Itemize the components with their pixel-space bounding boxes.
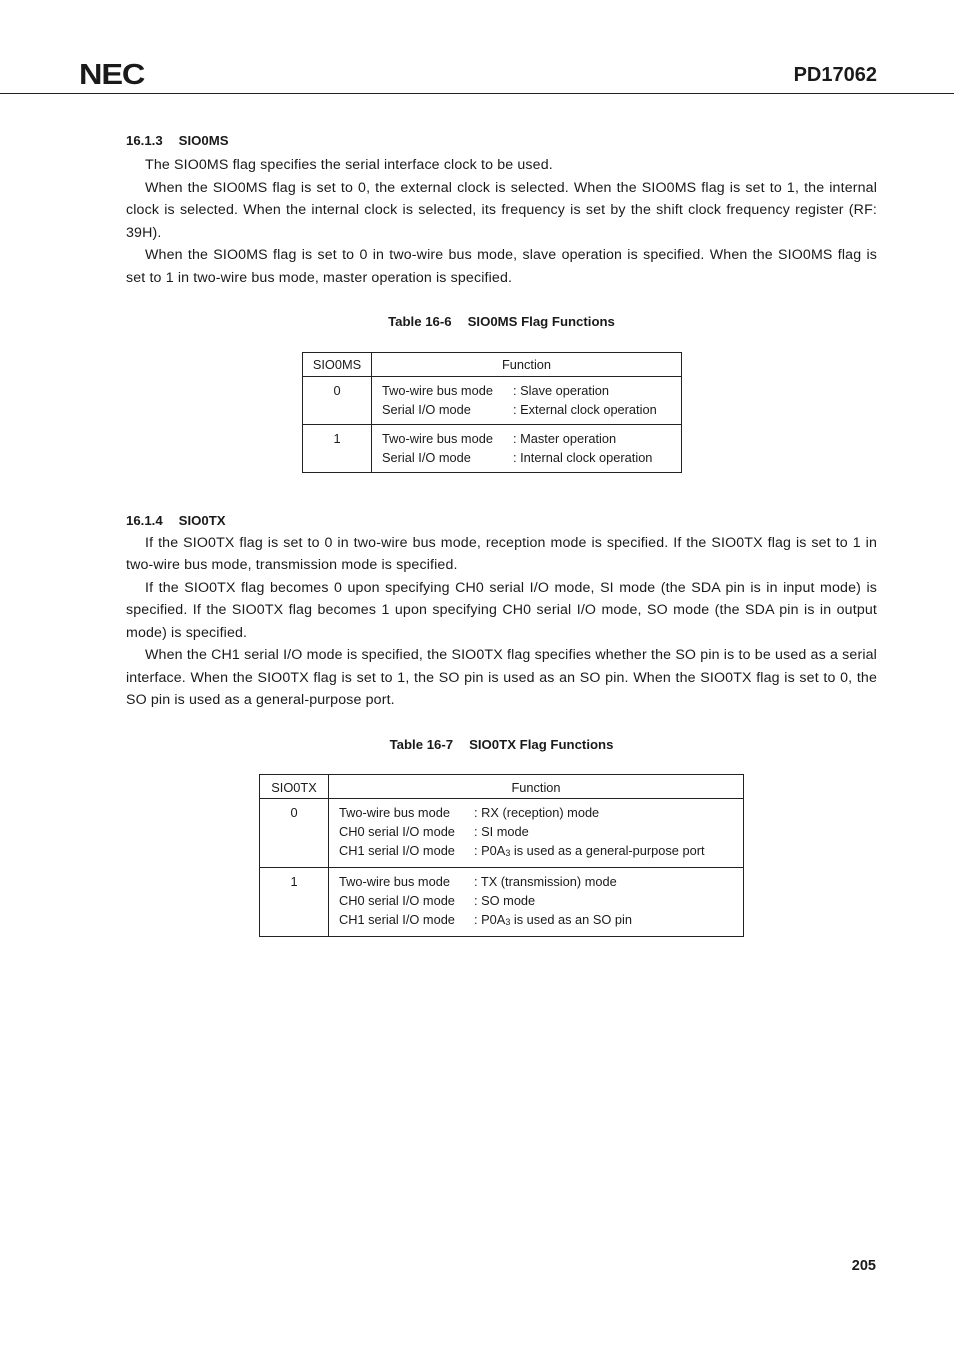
document-id: PD17062 (793, 64, 877, 86)
column-header-function: Function (329, 775, 744, 799)
function-line (339, 891, 737, 910)
column-header-function: Function (372, 352, 682, 376)
mode-label: CH0 serial I/O mode (339, 824, 455, 839)
page-content (126, 131, 877, 937)
section-number: 16.1.3 (126, 133, 163, 148)
column-header-flag: SIO0TX (260, 775, 329, 799)
mode-label: CH1 serial I/O mode (339, 912, 455, 927)
mode-description: : SO mode (474, 893, 536, 908)
mode-label: Serial I/O mode (382, 401, 471, 417)
paragraph: If the SIO0TX flag becomes 0 upon specifying CH0 serial I/O mode, SI mode (the SDA pin is in input mode) is specified. If the SIO0TX flag becomes 1 upon specifying CH0 serial I/O mode, SO mode (the SDA pin is in output mode) is specified. (126, 579, 877, 641)
flag-value: 1 (260, 868, 329, 937)
table-number: Table 16-7 (389, 736, 454, 752)
table-caption-16-7 (126, 734, 877, 757)
table-number: Table 16-6 (388, 314, 452, 329)
flag-value: 0 (260, 799, 329, 868)
function-cell (372, 424, 682, 472)
mode-description-cont: is used as an SO pin (510, 912, 632, 927)
table-row (303, 424, 682, 472)
mode-description: : Internal clock operation (513, 449, 653, 465)
table-title: SIO0TX Flag Functions (469, 736, 614, 752)
mode-description: : Master operation (513, 430, 617, 446)
table-caption-16-6 (126, 311, 877, 334)
paragraph: If the SIO0TX flag is set to 0 in two-wire bus mode, reception mode is specified. If the SIO0TX flag is set to 1 in two-wire bus mode, transmission mode is specified. (126, 534, 877, 573)
section-title: SIO0MS (178, 133, 229, 148)
function-line (339, 822, 737, 841)
function-cell (372, 376, 682, 424)
table-row (260, 799, 744, 868)
flag-value: 1 (303, 424, 372, 472)
paragraph: When the SIO0MS flag is set to 0, the external clock is selected. When the SIO0MS flag is set to 1, the internal clock is selected. When the internal clock is selected, its frequency is set by the shift clock frequency register (RF: 39H). (126, 179, 877, 241)
table-header-row (260, 775, 744, 799)
table-header-row (303, 352, 682, 376)
function-line (339, 841, 737, 862)
function-line (339, 803, 737, 822)
mode-label: CH1 serial I/O mode (339, 843, 455, 858)
section-heading-sio0tx (126, 511, 877, 531)
mode-label: CH0 serial I/O mode (339, 893, 455, 908)
mode-description: : RX (reception) mode (474, 805, 600, 820)
mode-description: : Slave operation (513, 382, 610, 398)
function-line (382, 448, 675, 467)
paragraph: When the CH1 serial I/O mode is specified, the SIO0TX flag specifies whether the SO pin is to be used as a serial interface. When the SIO0TX flag is set to 1, the SO pin is used as an SO pin. When the SIO0TX flag is set to 0, the SO pin is used as a general-purpose port. (126, 647, 877, 708)
mode-label: Two-wire bus mode (339, 874, 450, 889)
function-cell (329, 799, 744, 868)
section-title: SIO0TX (178, 512, 226, 528)
paragraph: When the SIO0MS flag is set to 0 in two-wire bus mode, slave operation is specified. When the SIO0MS flag is set to 1 in two-wire bus mode, master operation is specified. (126, 247, 877, 286)
mode-label: Two-wire bus mode (382, 382, 493, 398)
function-line (382, 400, 675, 419)
sio0tx-table (259, 774, 744, 937)
mode-description: : TX (transmission) mode (474, 874, 617, 889)
mode-description: : P0A (474, 912, 506, 927)
mode-description: : External clock operation (513, 401, 657, 417)
mode-description: : P0A (474, 843, 506, 858)
flag-value: 0 (303, 376, 372, 424)
mode-description-cont: is used as a general-purpose port (510, 843, 705, 858)
function-line (382, 429, 675, 448)
mode-label: Serial I/O mode (382, 449, 471, 465)
section-heading-sio0ms (126, 131, 877, 151)
function-line (339, 910, 737, 931)
pin-subscript: 3 (505, 917, 511, 927)
column-header-flag: SIO0MS (303, 352, 372, 376)
mode-label: Two-wire bus mode (339, 805, 450, 820)
section-number: 16.1.4 (126, 512, 163, 528)
function-line (382, 381, 675, 400)
sio0ms-table (302, 352, 682, 473)
pin-subscript: 3 (505, 848, 511, 858)
table-title: SIO0MS Flag Functions (467, 314, 615, 329)
page-number: 205 (851, 1258, 876, 1274)
table-row (303, 376, 682, 424)
mode-description: : SI mode (474, 824, 529, 839)
mode-label: Two-wire bus mode (382, 430, 493, 446)
header-rule (0, 93, 954, 94)
nec-logo: NEC (79, 59, 145, 91)
function-cell (329, 868, 744, 937)
function-line (339, 872, 737, 891)
paragraph: The SIO0MS flag specifies the serial interface clock to be used. (145, 157, 553, 173)
table-row (260, 868, 744, 937)
